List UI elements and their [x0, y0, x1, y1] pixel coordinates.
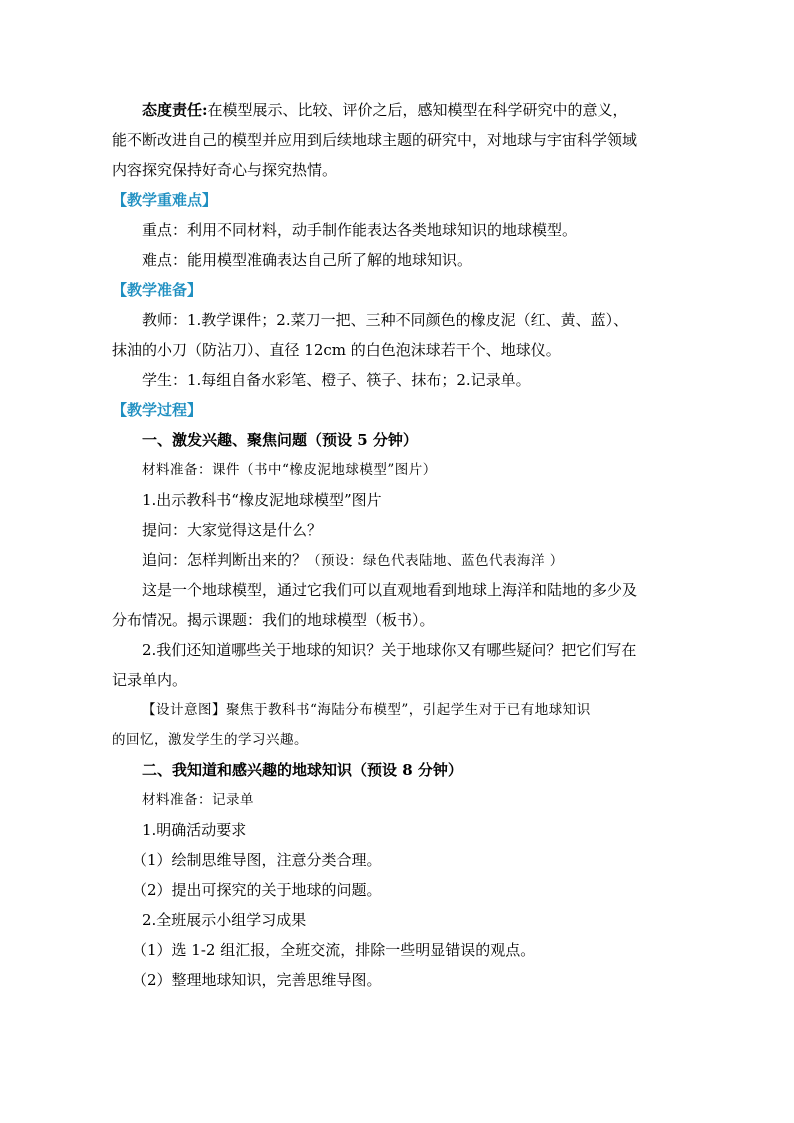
part2-show-1: （1）选 1-2 组汇报，全班交流，排除一些明显错误的观点。 — [132, 941, 536, 959]
key-point-difficulty: 难点：能用模型准确表达自己所了解的地球知识。 — [142, 251, 473, 269]
attitude-line-3: 内容探究保持好奇心与探究热情。 — [112, 161, 338, 179]
part1-title: 一、激发兴趣、聚焦问题（预设 5 分钟） — [142, 431, 418, 449]
attitude-text-1: 在模型展示、比较、评价之后，感知模型在科学研究中的意义， — [207, 101, 628, 119]
part1-design-intent-line-2: 的回忆，激发学生的学习兴趣。 — [112, 732, 308, 748]
part1-design-intent-line-1: 【设计意图】聚焦于教科书“海陆分布模型”，引起学生对于已有地球知识 — [142, 702, 591, 718]
part1-step2-line-1: 2.我们还知道哪些关于地球的知识？关于地球你又有哪些疑问？把它们写在 — [142, 641, 637, 659]
attitude-line-1 — [112, 95, 687, 125]
part1-materials: 材料准备：课件（书中“橡皮泥地球模型”图片） — [142, 462, 437, 478]
part2-requirement-1: （1）绘制思维导图，注意分类合理。 — [132, 851, 382, 869]
part1-step1: 1.出示教科书“橡皮泥地球模型”图片 — [142, 491, 382, 509]
attitude-line-2: 能不断改进自己的模型并应用到后续地球主题的研究中，对地球与宇宙科学领域 — [112, 131, 638, 149]
part1-followup-hint: （预设：绿色代表陆地、蓝色代表海洋 ） — [307, 553, 564, 569]
section-heading-process: 【教学过程】 — [112, 401, 203, 419]
part1-followup — [112, 545, 687, 575]
part1-step2-line-2: 记录单内。 — [112, 671, 188, 689]
document-page — [112, 95, 687, 995]
part2-title: 二、我知道和感兴趣的地球知识（预设 8 分钟） — [142, 761, 463, 779]
part2-requirement-2: （2）提出可探究的关于地球的问题。 — [132, 881, 382, 899]
teacher-prep-line-1: 教师：1.教学课件；2.菜刀一把、三种不同颜色的橡皮泥（红、黄、蓝）、 — [142, 311, 629, 329]
attitude-label: 态度责任: — [142, 101, 208, 119]
part1-followup-question: 追问：怎样判断出来的？ — [142, 551, 308, 569]
part2-show-2: （2）整理地球知识，完善思维导图。 — [132, 971, 382, 989]
part1-explain-line-1: 这是一个地球模型，通过它我们可以直观地看到地球上海洋和陆地的多少及 — [142, 581, 638, 599]
key-point-focus: 重点：利用不同材料，动手制作能表达各类地球知识的地球模型。 — [142, 221, 578, 239]
part2-step1: 1.明确活动要求 — [142, 821, 247, 839]
part2-materials: 材料准备：记录单 — [142, 792, 254, 808]
section-heading-key-points: 【教学重难点】 — [112, 191, 218, 209]
part1-ask: 提问：大家觉得这是什么？ — [142, 521, 323, 539]
part1-explain-line-2: 分布情况。揭示课题：我们的地球模型（板书）。 — [112, 611, 435, 629]
student-prep: 学生：1.每组自备水彩笔、橙子、筷子、抹布；2.记录单。 — [142, 371, 531, 389]
teacher-prep-line-2: 抹油的小刀（防沾刀）、直径 12cm 的白色泡沫球若干个、地球仪。 — [112, 341, 561, 359]
part2-step2: 2.全班展示小组学习成果 — [142, 911, 307, 929]
section-heading-preparation: 【教学准备】 — [112, 281, 203, 299]
